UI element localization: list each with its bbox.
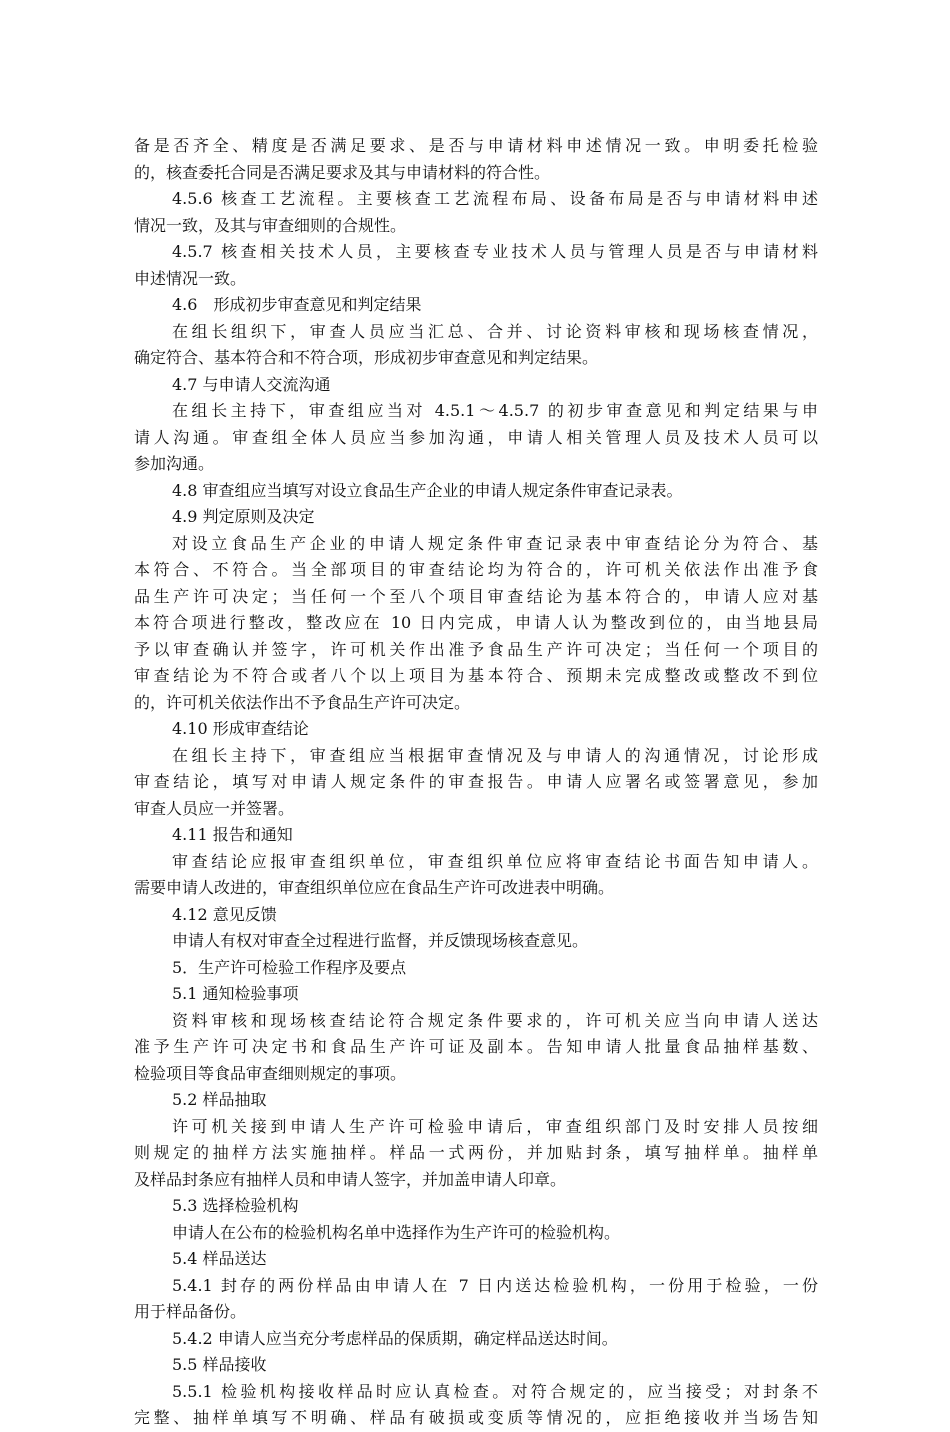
text-line: 4.6 形成初步审查意见和判定结果 (172, 295, 422, 314)
text-line: 4.11 报告和通知 (172, 825, 293, 844)
text-line: 4.9 判定原则及决定 (172, 507, 315, 526)
text-line: 许可机关接到申请人生产许可检验申请后，审查组织部门及时安排人员按细 (172, 1116, 818, 1136)
text-line: 资料审核和现场核查结论符合规定条件要求的，许可机关应当向申请人送达 (172, 1010, 818, 1030)
text-line: 对设立食品生产企业的申请人规定条件审查记录表中审查结论分为符合、基 (172, 533, 818, 553)
text-line: 准予生产许可决定书和食品生产许可证及副本。告知申请人批量食品抽样基数、 (134, 1037, 818, 1056)
text-line: 5.4 样品送达 (172, 1249, 267, 1268)
text-line: 品生产许可决定；当任何一个至八个项目审查结论为基本符合的，申请人应对基 (134, 586, 818, 606)
text-line: 在组长主持下，审查组应当根据审查情况及与申请人的沟通情况，讨论形成 (172, 745, 818, 765)
document-body (134, 133, 818, 1432)
text-line: 参加沟通。 (134, 454, 215, 473)
text-line: 本符合项进行整改，整改应在 10 日内完成，申请人认为整改到位的，由当地县局 (134, 613, 818, 632)
text-line: 予以审查确认并签字，许可机关作出准予食品生产许可决定；当任何一个项目的 (134, 639, 818, 659)
text-line: 的，许可机关依法作出不予食品生产许可决定。 (134, 692, 471, 712)
text-line: 及样品封条应有抽样人员和申请人签字，并加盖申请人印章。 (134, 1169, 567, 1189)
text-line: 5.1 通知检验事项 (172, 984, 299, 1003)
text-line: 5.2 样品抽取 (172, 1090, 267, 1109)
text-line: 4.5.7 核查相关技术人员，主要核查专业技术人员与管理人员是否与申请材料 (172, 242, 818, 261)
text-line: 申请人在公布的检验机构名单中选择作为生产许可的检验机构。 (172, 1222, 621, 1242)
text-line: 5.5.1 检验机构接收样品时应认真检查。对符合规定的，应当接受；对封条不 (172, 1381, 818, 1401)
text-line: 的，核查委托合同是否满足要求及其与申请材料的符合性。 (134, 162, 551, 182)
text-line: 5.4.1 封存的两份样品由申请人在 7 日内送达检验机构，一份用于检验，一份 (172, 1275, 818, 1295)
text-line: 完整、抽样单填写不明确、样品有破损或变质等情况的，应拒绝接收并当场告知 (134, 1408, 818, 1427)
text-line: 5.5 样品接收 (172, 1355, 267, 1374)
text-line: 则规定的抽样方法实施抽样。样品一式两份，并加贴封条，填写抽样单。抽样单 (134, 1143, 818, 1162)
text-line: 检验项目等食品审查细则规定的事项。 (134, 1063, 407, 1083)
text-line: 5.4.2 申请人应当充分考虑样品的保质期，确定样品送达时间。 (172, 1328, 618, 1348)
text-line: 用于样品备份。 (134, 1302, 247, 1321)
text-line: 4.10 形成审查结论 (172, 719, 309, 738)
text-line: 4.8 审查组应当填写对设立食品生产企业的申请人规定条件审查记录表。 (172, 480, 683, 500)
text-line: 在组长组织下，审查人员应当汇总、合并、讨论资料审核和现场核查情况， (172, 321, 818, 341)
text-line: 请人沟通。审查组全体人员应当参加沟通，申请人相关管理人员及技术人员可以 (134, 427, 818, 447)
text-line: 审查人员应一并签署。 (134, 798, 295, 818)
text-line: 申述情况一致。 (134, 268, 247, 288)
text-line: 5．生产许可检验工作程序及要点 (172, 957, 407, 977)
text-line: 备是否齐全、精度是否满足要求、是否与申请材料申述情况一致。申明委托检验 (134, 136, 818, 155)
text-line: 4.7 与申请人交流沟通 (172, 374, 331, 394)
text-line: 审查结论为不符合或者八个以上项目为基本符合、预期未完成整改或整改不到位 (134, 666, 818, 685)
text-line: 5.3 选择检验机构 (172, 1196, 299, 1215)
text-line: 需要申请人改进的，审查组织单位应在食品生产许可改进表中明确。 (134, 878, 615, 897)
text-line: 审查结论应报审查组织单位，审查组织单位应将审查结论书面告知申请人。 (172, 851, 818, 871)
text-line: 确定符合、基本符合和不符合项，形成初步审查意见和判定结果。 (134, 348, 599, 367)
text-line: 申请人有权对审查全过程进行监督，并反馈现场核查意见。 (172, 931, 589, 950)
text-line: 在组长主持下，审查组应当对 4.5.1～4.5.7 的初步审查意见和判定结果与申 (172, 401, 818, 420)
text-line: 4.12 意见反馈 (172, 904, 277, 924)
text-line: 审查结论，填写对申请人规定条件的审查报告。申请人应署名或签署意见，参加 (134, 772, 818, 791)
text-line: 本符合、不符合。当全部项目的审查结论均为符合的，许可机关依法作出准予食 (134, 560, 818, 579)
text-line: 4.5.6 核查工艺流程。主要核查工艺流程布局、设备布局是否与申请材料申述 (172, 189, 818, 208)
text-line: 情况一致，及其与审查细则的合规性。 (134, 215, 407, 235)
